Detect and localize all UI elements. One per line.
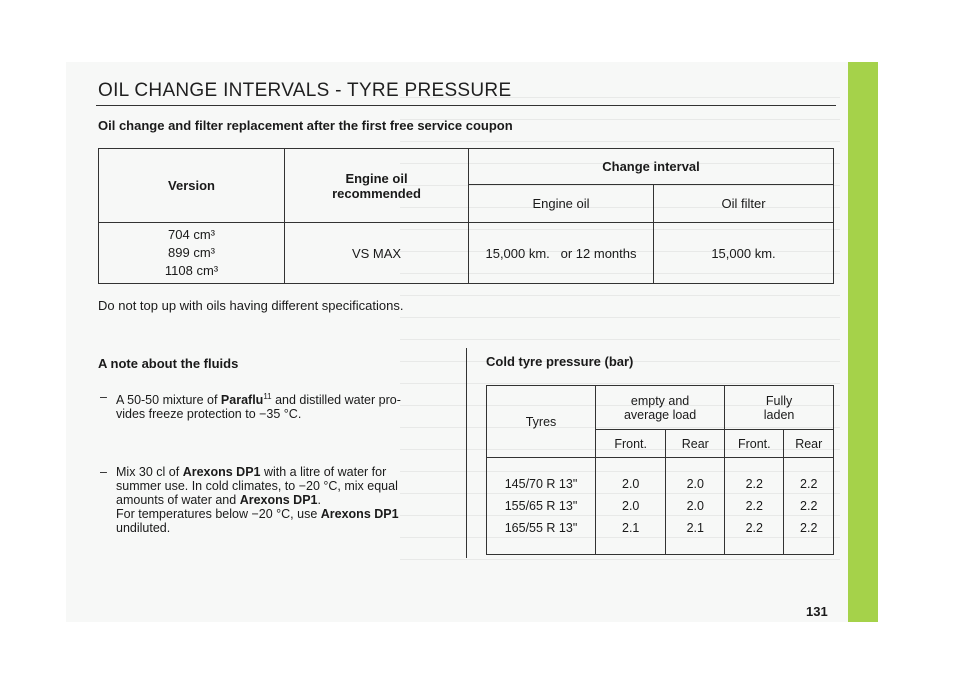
header-change-interval: Change interval [469,149,834,185]
header-interval-oil-filter: Oil filter [654,185,834,223]
section-subtitle: Oil change and filter replacement after the first free service coupon [98,118,513,133]
header-full-rear: Rear [784,430,834,458]
header-empty-rear: Rear [666,430,725,458]
fluids-heading: A note about the fluids [98,356,239,371]
section-color-tab [848,62,878,622]
full-rear-cell: 2.2 2.2 2.2 [784,458,834,555]
fluid-note-arexons: – Mix 30 cl of Arexons DP1 with a litre of water for summer use. In cold climates, to −20 °C, mix equal amounts of water and Arexons DP1. For temperatures below −20 °C, use Arexons DP1 undiluted. [100,465,399,535]
interval-filter-cell: 15,000 km. [654,223,834,284]
header-full-front: Front. [725,430,784,458]
header-interval-engine-oil: Engine oil [469,185,654,223]
header-empty-front: Front. [596,430,666,458]
empty-rear-cell: 2.0 2.0 2.1 [666,458,725,555]
header-version: Version [99,149,285,223]
oil-cell: VS MAX [285,223,469,284]
version-cell: 704 cm³ 899 cm³ 1108 cm³ [99,223,285,284]
tyre-pressure-heading: Cold tyre pressure (bar) [486,354,634,369]
page-number: 131 [806,604,828,619]
oil-change-table [98,148,834,284]
header-fully-laden: Fully laden [725,386,834,430]
header-tyres: Tyres [487,386,596,458]
tyre-pressure-table [486,385,834,555]
header-engine-oil-recommended: Engine oil recommended [285,149,469,223]
fluid-note-paraflu: – A 50-50 mixture of Paraflu$^{11}$ and distilled water pro- vides freeze protection to −35 °C. [100,390,401,422]
oil-warning-note: Do not top up with oils having different specifications. [98,298,404,313]
empty-front-cell: 2.0 2.0 2.1 [596,458,666,555]
column-divider [466,348,467,558]
header-empty-load: empty and average load [596,386,725,430]
page-title: OIL CHANGE INTERVALS - TYRE PRESSURE [98,80,512,101]
interval-engine-cell: 15,000 km. or 12 months [469,223,654,284]
full-front-cell: 2.2 2.2 2.2 [725,458,784,555]
title-rule [96,105,836,106]
tyre-size-cell: 145/70 R 13" 155/65 R 13" 165/55 R 13" [487,458,596,555]
